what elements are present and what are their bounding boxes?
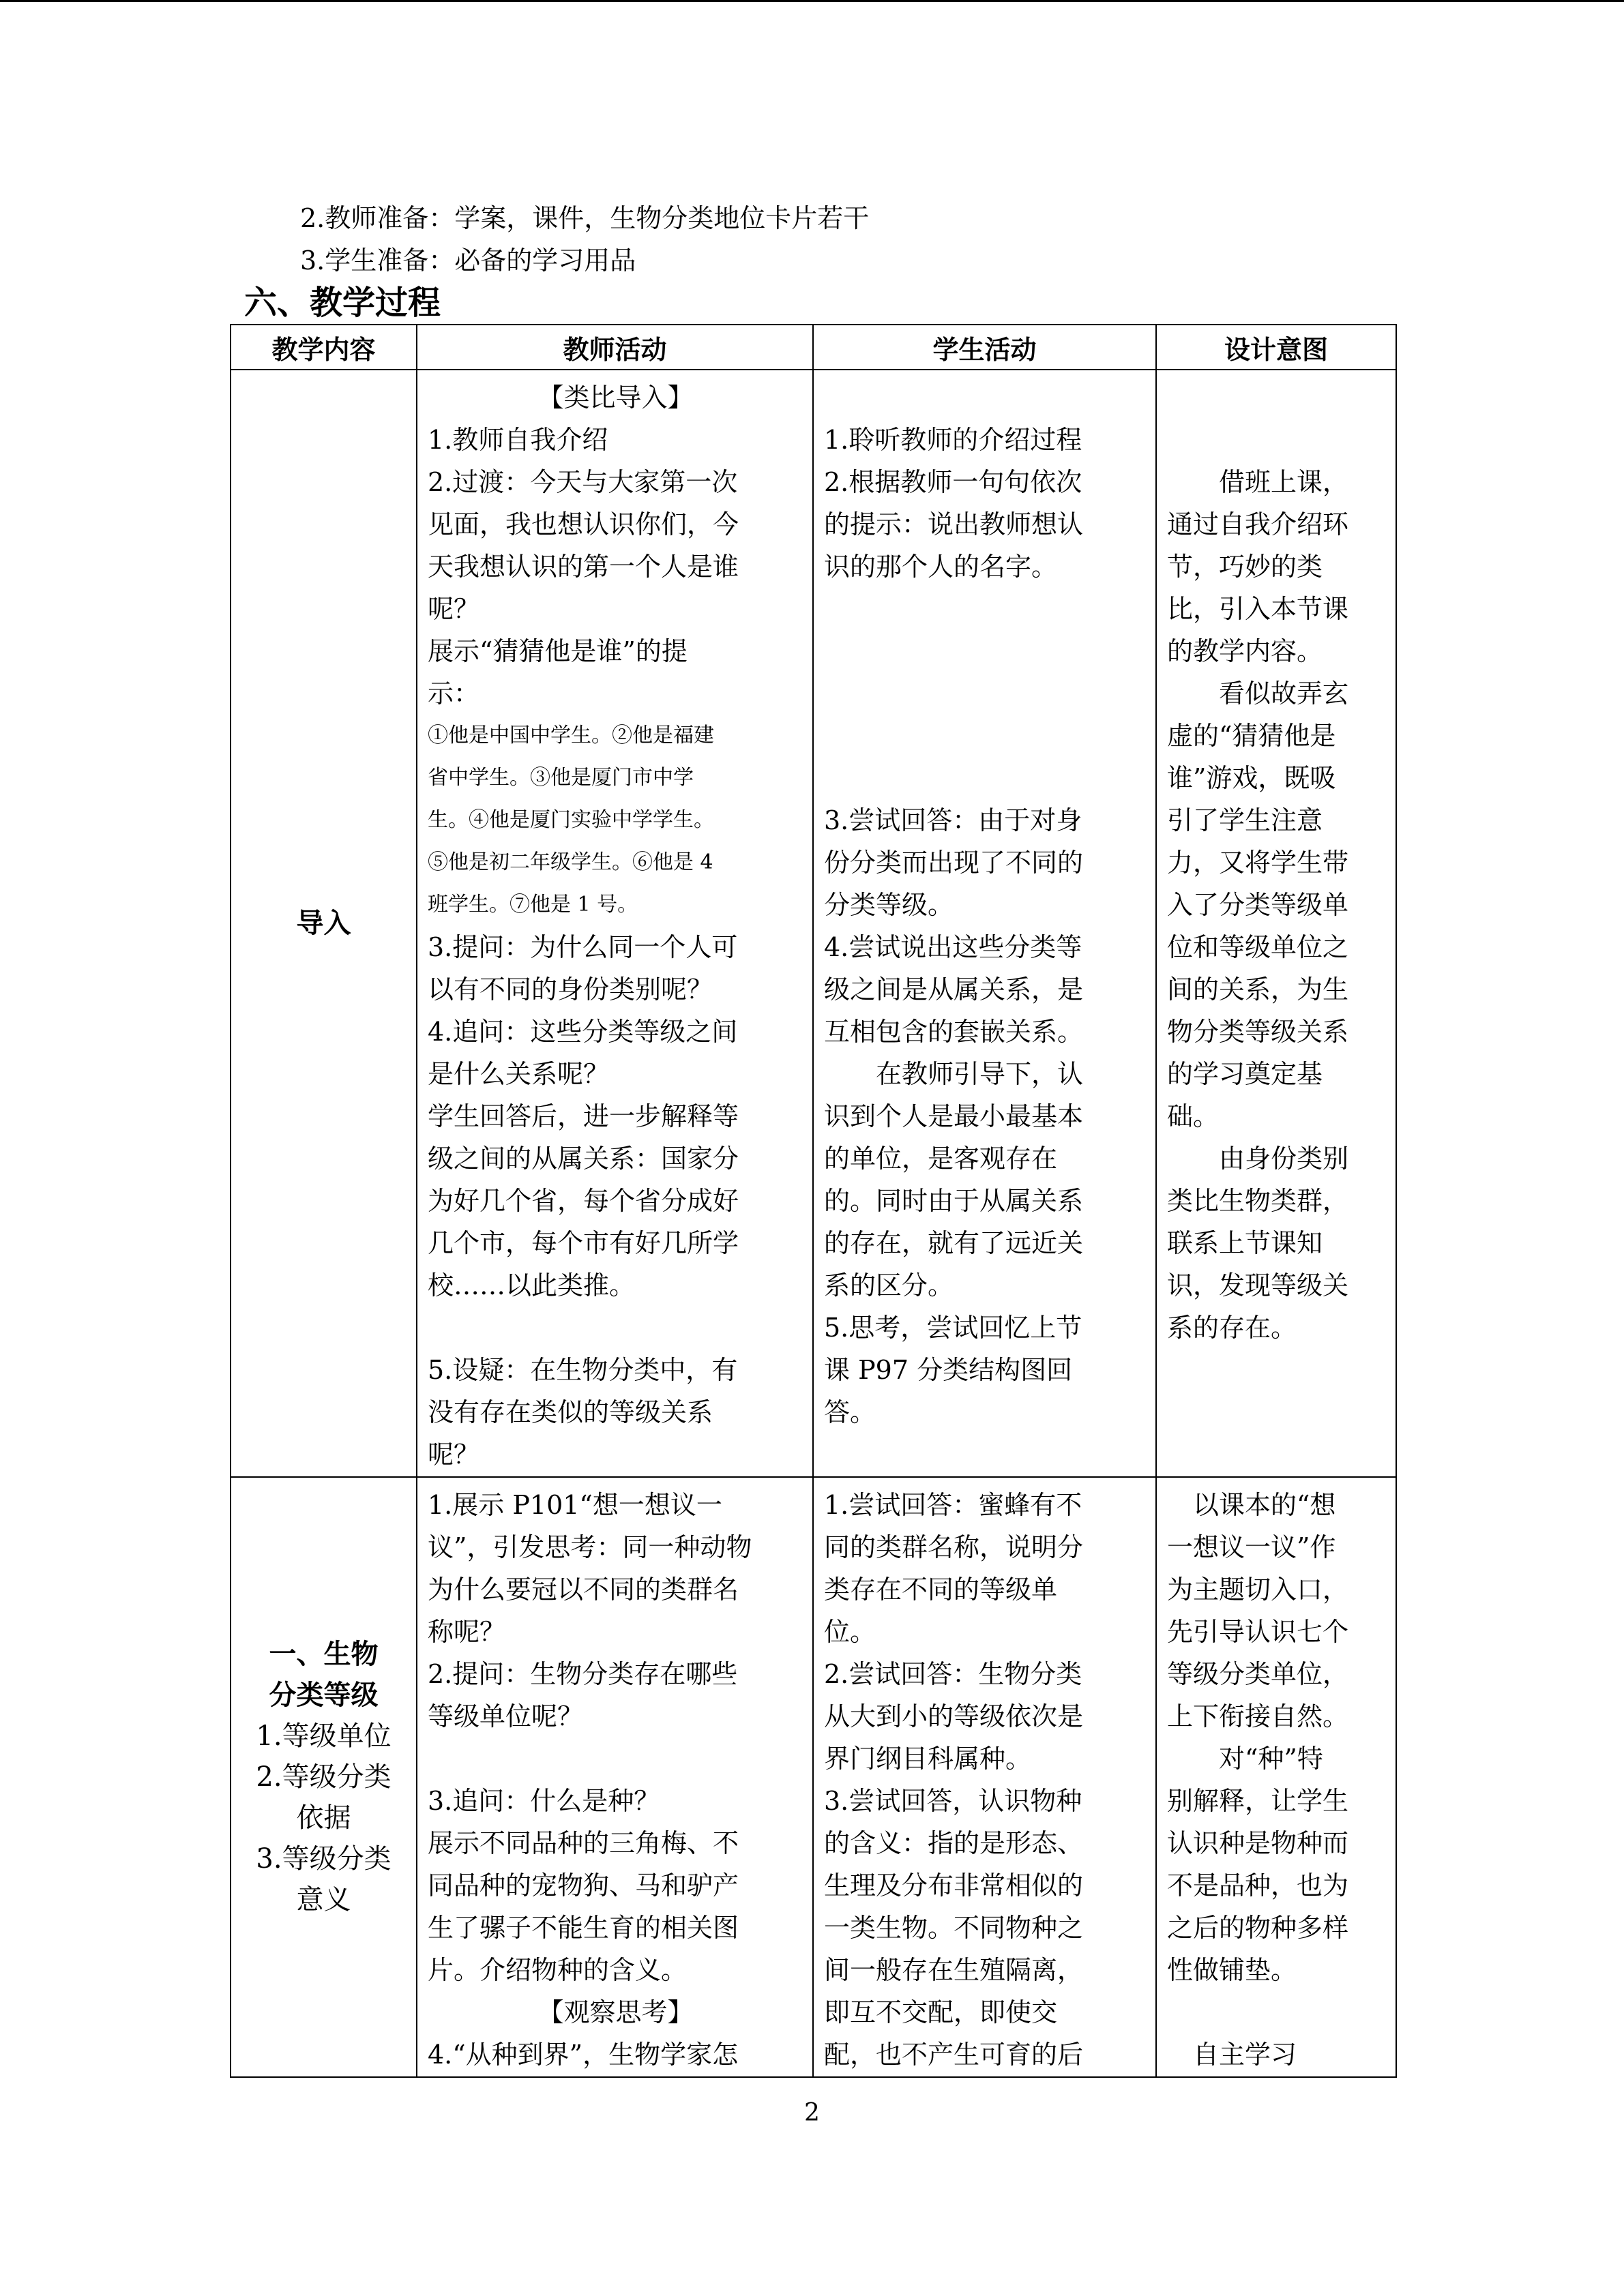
text-line: 4.“从种到界”，生物学家怎: [428, 2040, 739, 2070]
text-line: 识，发现等级关: [1167, 1270, 1349, 1300]
text-line: 议”，引发思考：同一种动物: [428, 1532, 752, 1562]
text-line: 谁”游戏，既吸: [1167, 763, 1336, 793]
text-line: 是什么关系呢？: [428, 1059, 610, 1089]
text-line: 1.聆听教师的介绍过程: [824, 425, 1082, 455]
content-item: 2.等级分类: [256, 1761, 392, 1793]
text-line: 系的存在。: [1167, 1313, 1297, 1343]
text-line: [1167, 1991, 1387, 2033]
student-classification: [813, 1477, 1156, 2077]
hint-line: ⑤他是初二年级学生。⑥他是 4: [428, 850, 713, 874]
text-line: 展示不同品种的三角梅、不: [428, 1828, 739, 1858]
text-line: 由身份类别: [1167, 1144, 1349, 1174]
text-line: 为好几个省，每个省分成好: [428, 1186, 739, 1216]
text-line: 一想议一议”作: [1167, 1532, 1336, 1562]
text-line: 类存在不同的等级单: [824, 1575, 1058, 1605]
text-line: [1167, 419, 1387, 461]
text-line: [824, 630, 1147, 672]
text-line: 1.尝试回答：蜜蜂有不: [824, 1490, 1082, 1520]
text-line: 位和等级单位之: [1167, 932, 1349, 962]
text-line: 配，也不产生可育的后: [824, 2040, 1084, 2070]
table-header-row: [231, 325, 1396, 370]
text-line: 以有不同的身份类别呢？: [428, 974, 713, 1004]
header-content: 教学内容: [231, 325, 417, 370]
text-line: 3.追问：什么是种？: [428, 1786, 660, 1816]
text-line: 借班上课，: [1167, 467, 1349, 497]
table-row-intro: [231, 370, 1396, 1477]
text-line: 2.根据教师一句句依次: [824, 467, 1082, 497]
text-line: 力，又将学生带: [1167, 848, 1349, 878]
text-line: 级之间的从属关系：国家分: [428, 1144, 739, 1174]
design-intro: [1156, 370, 1396, 1477]
table-row-classification: [231, 1477, 1396, 2077]
text-line: 1.展示 P101“想一想议一: [428, 1490, 722, 1520]
text-line: 份分类而出现了不同的: [824, 848, 1084, 878]
teacher-intro: [417, 370, 813, 1477]
text-line: 互相包含的套嵌关系。: [824, 1017, 1084, 1047]
text-line: 对“种”特: [1167, 1744, 1323, 1774]
text-line: [428, 1738, 803, 1780]
header-design: 设计意图: [1156, 325, 1396, 370]
section-title: 六、教学过程: [244, 284, 441, 322]
teacher-classification: [417, 1477, 813, 2077]
header-student: 学生活动: [813, 325, 1156, 370]
text-line: 的教学内容。: [1167, 636, 1323, 666]
text-line: 4.追问：这些分类等级之间: [428, 1017, 738, 1047]
text-line: 看似故弄玄: [1167, 679, 1349, 709]
student-prep-line: 3.学生准备：必备的学习用品: [300, 245, 636, 275]
text-line: 上下衔接自然。: [1167, 1701, 1349, 1731]
top-border-line: [0, 0, 1624, 2]
header-teacher: 教师活动: [417, 325, 813, 370]
text-line: 分类等级。: [824, 890, 954, 920]
text-line: 的含义：指的是形态、: [824, 1828, 1084, 1858]
text-line: 等级分类单位，: [1167, 1659, 1349, 1689]
text-line: [824, 672, 1147, 715]
text-line: 展示“猜猜他是谁”的提: [428, 636, 688, 666]
page-number: 2: [804, 2099, 820, 2127]
text-line: 示：: [428, 679, 480, 709]
text-line: 的单位，是客观存在: [824, 1144, 1058, 1174]
text-line: 系的区分。: [824, 1270, 954, 1300]
content-item: 3.等级分类: [256, 1843, 392, 1875]
text-line: 2.尝试回答：生物分类: [824, 1659, 1082, 1689]
text-line: 位。: [824, 1617, 876, 1647]
text-line: 5.思考，尝试回忆上节: [824, 1313, 1082, 1343]
text-line: 间一般存在生殖隔离，: [824, 1955, 1084, 1985]
text-line: 不是品种，也为: [1167, 1870, 1349, 1900]
text-line: 从大到小的等级依次是: [824, 1701, 1084, 1731]
text-line: 引了学生注意: [1167, 805, 1323, 835]
content-item: 意义: [296, 1884, 351, 1915]
text-line: 生了骡子不能生育的相关图: [428, 1913, 739, 1943]
text-line: 类比生物类群，: [1167, 1186, 1349, 1216]
text-line: 为主题切入口，: [1167, 1575, 1349, 1605]
text-line: 呢？: [428, 1440, 480, 1470]
content-title-1: 一、生物: [269, 1639, 379, 1670]
hint-line: 省中学生。③他是厦门市中学: [428, 766, 694, 790]
text-line: 没有存在类似的等级关系: [428, 1397, 713, 1427]
text-line: [824, 715, 1147, 757]
content-item: 依据: [296, 1802, 351, 1834]
text-line: 一类生物。不同物种之: [824, 1913, 1084, 1943]
text-line: 之后的物种多样: [1167, 1913, 1349, 1943]
text-line: 1.教师自我介绍: [428, 425, 608, 455]
text-line: 2.提问：生物分类存在哪些: [428, 1659, 738, 1689]
text-line: 称呢？: [428, 1617, 506, 1647]
text-line: 答。: [824, 1397, 876, 1427]
text-line: 节，巧妙的类: [1167, 552, 1323, 582]
text-line: 先引导认识七个: [1167, 1617, 1349, 1647]
text-line: 物分类等级关系: [1167, 1017, 1349, 1047]
text-line: 生理及分布非常相似的: [824, 1870, 1084, 1900]
text-line: 别解释，让学生: [1167, 1786, 1349, 1816]
text-line: 几个市，每个市有好几所学: [428, 1228, 739, 1258]
content-classification: [231, 1477, 417, 2077]
text-line: 在教师引导下，认: [824, 1059, 1084, 1089]
text-line: 通过自我介绍环: [1167, 509, 1349, 539]
text-line: 虚的“猜猜他是: [1167, 721, 1336, 751]
text-line: [824, 376, 1147, 419]
heading-analogy: 【类比导入】: [537, 383, 694, 413]
text-line: 识到个人是最小最基本: [824, 1101, 1084, 1131]
hint-line: 生。④他是厦门实验中学学生。: [428, 808, 714, 832]
text-line: 见面，我也想认识你们，今: [428, 509, 739, 539]
text-line: 同的类群名称，说明分: [824, 1532, 1084, 1562]
hint-line: 班学生。⑦他是 1 号。: [428, 893, 638, 916]
text-line: 片。介绍物种的含义。: [428, 1955, 688, 1985]
text-line: 以课本的“想: [1167, 1490, 1336, 1520]
text-line: 天我想认识的第一个人是谁: [428, 552, 739, 582]
text-line: 间的关系，为生: [1167, 974, 1349, 1004]
content-item: 1.等级单位: [256, 1720, 392, 1752]
text-line: 界门纲目科属种。: [824, 1744, 1032, 1774]
text-line: 2.过渡：今天与大家第一次: [428, 467, 738, 497]
text-line: 等级单位呢？: [428, 1701, 584, 1731]
text-line: 课 P97 分类结构图回: [824, 1355, 1073, 1385]
text-line: 性做铺垫。: [1167, 1955, 1297, 1985]
teaching-process-table: [230, 324, 1397, 2078]
text-line: 同品种的宠物狗、马和驴产: [428, 1870, 739, 1900]
student-intro: [813, 370, 1156, 1477]
text-line: 入了分类等级单: [1167, 890, 1349, 920]
text-line: 的提示：说出教师想认: [824, 509, 1084, 539]
hint-line: ①他是中国中学生。②他是福建: [428, 724, 714, 747]
text-line: 的学习奠定基: [1167, 1059, 1323, 1089]
text-line: 的存在，就有了远近关: [824, 1228, 1084, 1258]
text-line: 学生回答后，进一步解释等: [428, 1101, 739, 1131]
design-classification: [1156, 1477, 1396, 2077]
text-line: 比，引入本节课: [1167, 594, 1349, 624]
text-line: [428, 1307, 803, 1349]
text-line: 认识种是物种而: [1167, 1828, 1349, 1858]
content-title-2: 分类等级: [269, 1680, 379, 1711]
text-line: 的。同时由于从属关系: [824, 1186, 1084, 1216]
text-line: 识的那个人的名字。: [824, 552, 1058, 582]
text-line: 础。: [1167, 1101, 1220, 1131]
text-line: 自主学习: [1167, 2040, 1297, 2070]
heading-observe: 【观察思考】: [537, 1997, 694, 2027]
text-line: 即互不交配，即使交: [824, 1997, 1058, 2027]
text-line: 校……以此类推。: [428, 1270, 636, 1300]
text-line: [1167, 376, 1387, 419]
text-line: 联系上节课知: [1167, 1228, 1323, 1258]
text-line: 4.尝试说出这些分类等: [824, 932, 1082, 962]
text-line: 3.尝试回答：由于对身: [824, 805, 1082, 835]
text-line: 级之间是从属关系，是: [824, 974, 1084, 1004]
text-line: 5.设疑：在生物分类中，有: [428, 1355, 738, 1385]
text-line: [824, 588, 1147, 630]
text-line: [824, 757, 1147, 799]
content-intro: 导入: [231, 370, 417, 1477]
text-line: 3.尝试回答，认识物种: [824, 1786, 1082, 1816]
text-line: 3.提问：为什么同一个人可: [428, 932, 738, 962]
text-line: 为什么要冠以不同的类群名: [428, 1575, 739, 1605]
teacher-prep-line: 2.教师准备：学案，课件，生物分类地位卡片若干: [300, 203, 870, 233]
text-line: 呢？: [428, 594, 480, 624]
